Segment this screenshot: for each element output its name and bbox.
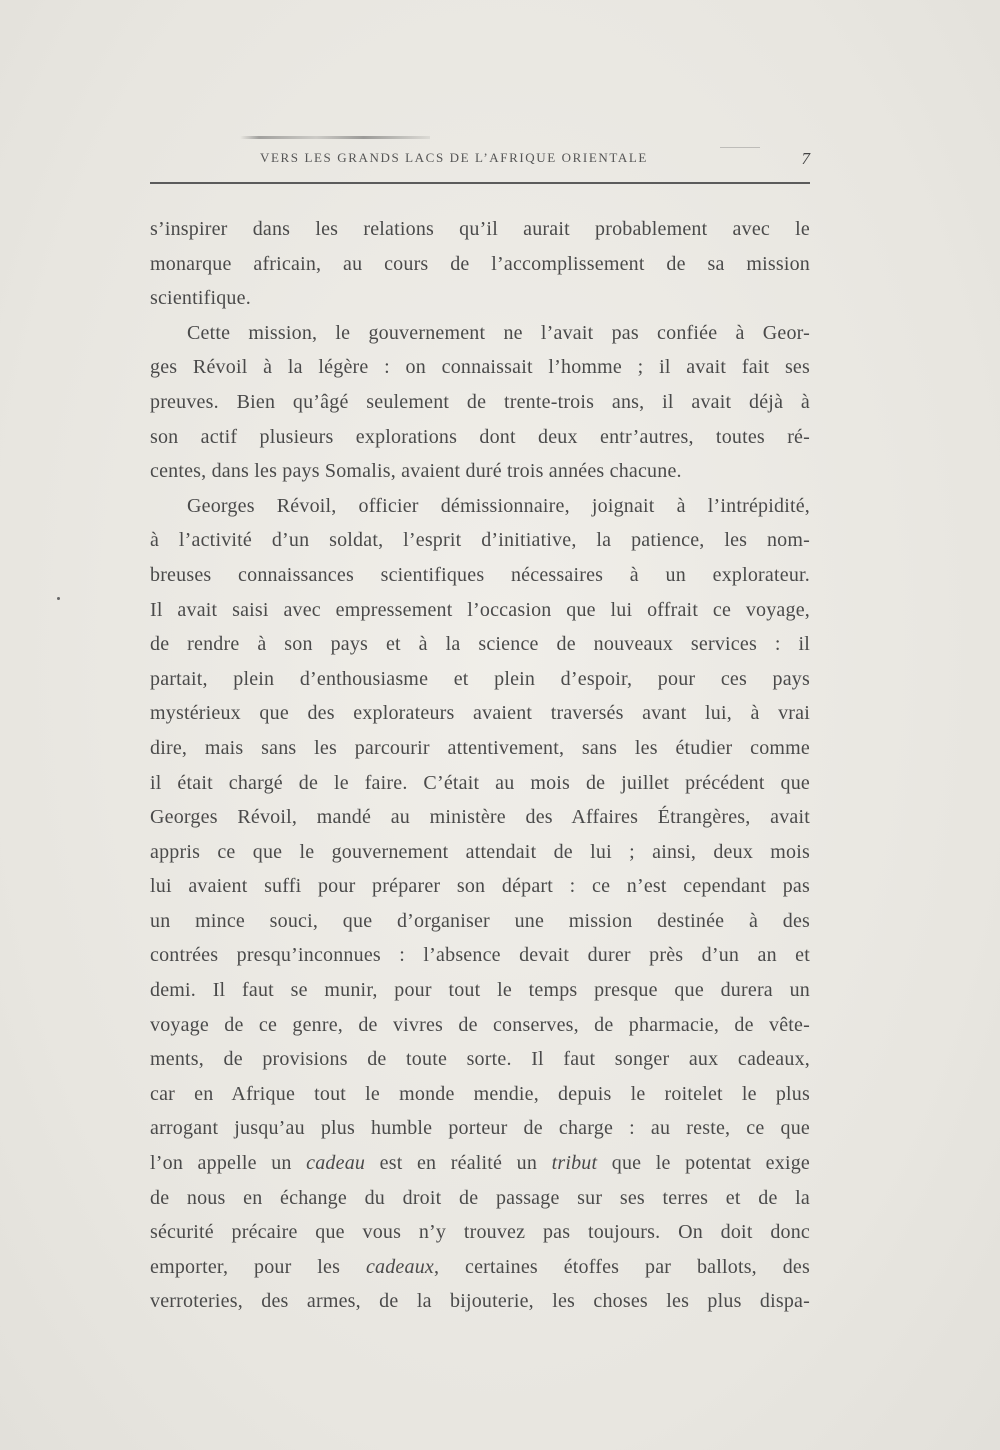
text-line: mystérieux que des explorateurs avaient traversés avant lui, à vrai bbox=[150, 702, 810, 725]
body-text bbox=[150, 212, 810, 1319]
text-line bbox=[150, 1250, 810, 1285]
text-line bbox=[150, 1146, 810, 1181]
text-line: lui avaient suffi pour préparer son départ : ce n’est cependant pas bbox=[150, 875, 810, 898]
text-line: contrées presqu’inconnues : l’absence devait durer près d’un an et bbox=[150, 944, 810, 967]
text-line: appris ce que le gouvernement attendait de lui ; ainsi, deux mois bbox=[150, 840, 810, 863]
text-line: car en Afrique tout le monde mendie, depuis le roitelet le plus bbox=[150, 1082, 810, 1105]
text-run: emporter, pour les bbox=[150, 1255, 366, 1278]
page-number: 7 bbox=[801, 149, 810, 168]
text-line: demi. Il faut se munir, pour tout le temps presque que durera un bbox=[150, 979, 810, 1002]
text-line: à l’activité d’un soldat, l’esprit d’initiative, la patience, les nom- bbox=[150, 529, 810, 552]
text-line: ges Révoil à la légère : on connaissait l’homme ; il avait fait ses bbox=[150, 356, 810, 379]
text-line: il était chargé de le faire. C’était au mois de juillet précédent que bbox=[150, 771, 810, 794]
text-line: Il avait saisi avec empressement l’occasion que lui offrait ce voyage, bbox=[150, 598, 810, 621]
text-line: centes, dans les pays Somalis, avaient duré trois années chacune. bbox=[150, 460, 682, 483]
text-line: preuves. Bien qu’âgé seulement de trente-trois ans, il avait déjà à bbox=[150, 390, 810, 413]
text-run: est en réalité un bbox=[365, 1152, 552, 1175]
text-line: son actif plusieurs explorations dont deux entr’autres, toutes ré- bbox=[150, 425, 810, 448]
text-line: dire, mais sans les parcourir attentivement, sans les étudier comme bbox=[150, 736, 810, 759]
text-line: monarque africain, au cours de l’accomplissement de sa mission bbox=[150, 252, 810, 275]
text-line: Georges Révoil, officier démissionnaire, joignait à l’intrépidité, bbox=[187, 494, 810, 517]
text-line: Cette mission, le gouvernement ne l’avait pas confiée à Geor- bbox=[187, 321, 810, 344]
text-run: l’on appelle un bbox=[150, 1152, 307, 1175]
running-header bbox=[150, 150, 810, 174]
text-run: , certaines étoffes par ballots, des bbox=[433, 1255, 810, 1278]
text-line: de rendre à son pays et à la science de nouveaux services : il bbox=[150, 633, 810, 656]
text-run: que le potentat exige bbox=[597, 1152, 810, 1175]
text-line: un mince souci, que d’organiser une mission destinée à des bbox=[150, 909, 810, 932]
running-title: VERS LES GRANDS LACS DE L’AFRIQUE ORIENTALE bbox=[260, 150, 648, 165]
text-line: Georges Révoil, mandé au ministère des Affaires Étrangères, avait bbox=[150, 806, 810, 829]
text-line: voyage de ce genre, de vivres de conserves, de pharmacie, de vête- bbox=[150, 1013, 810, 1036]
text-line: ments, de provisions de toute sorte. Il faut songer aux cadeaux, bbox=[150, 1048, 810, 1071]
text-line: sécurité précaire que vous n’y trouvez pas toujours. On doit donc bbox=[150, 1221, 810, 1244]
text-line: verroteries, des armes, de la bijouterie, les choses les plus dispa- bbox=[150, 1290, 810, 1313]
italic-word: cadeau bbox=[306, 1152, 366, 1175]
text-line: s’inspirer dans les relations qu’il aurait probablement avec le bbox=[150, 218, 810, 240]
text-line: breuses connaissances scientifiques nécessaires à un explorateur. bbox=[150, 563, 810, 586]
italic-word: cadeaux bbox=[365, 1255, 434, 1278]
italic-word: tribut bbox=[551, 1152, 598, 1175]
header-rule bbox=[150, 182, 810, 184]
text-line: partait, plein d’enthousiasme et plein d’espoir, pour ces pays bbox=[150, 667, 810, 690]
text-line: scientifique. bbox=[150, 287, 251, 310]
print-smudge bbox=[720, 147, 760, 148]
text-line: arrogant jusqu’au plus humble porteur de charge : au reste, ce que bbox=[150, 1117, 810, 1140]
margin-speck bbox=[57, 597, 60, 600]
text-line: de nous en échange du droit de passage sur ses terres et de la bbox=[150, 1186, 810, 1209]
print-smudge bbox=[240, 136, 430, 139]
